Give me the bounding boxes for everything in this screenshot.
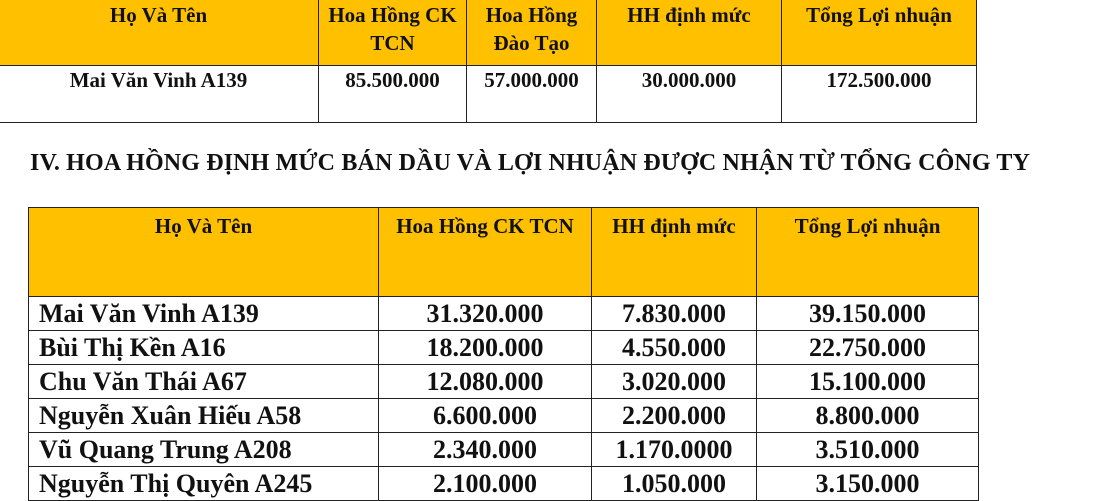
cell-commission-ck-tcn: 31.320.000 xyxy=(379,297,592,331)
col-header-commission-ck-tcn: Hoa Hồng CK TCN xyxy=(379,208,592,297)
cell-total-profit: 15.100.000 xyxy=(757,365,979,399)
cell-name: Bùi Thị Kền A16 xyxy=(29,331,379,365)
cell-commission-ck-tcn: 12.080.000 xyxy=(379,365,592,399)
cell-total-profit: 8.800.000 xyxy=(757,399,979,433)
col-header-commission-ck-tcn: Hoa Hồng CK TCN xyxy=(319,0,467,66)
cell-name: Vũ Quang Trung A208 xyxy=(29,433,379,467)
table-row xyxy=(29,433,979,467)
table-row xyxy=(0,66,977,123)
table-row xyxy=(29,399,979,433)
commission-table-2 xyxy=(28,207,979,501)
cell-total-profit: 3.510.000 xyxy=(757,433,979,467)
cell-name: Chu Văn Thái A67 xyxy=(29,365,379,399)
cell-name: Mai Văn Vinh A139 xyxy=(29,297,379,331)
cell-commission-ck-tcn: 85.500.000 xyxy=(319,66,467,123)
table-row xyxy=(29,297,979,331)
commission-table-1 xyxy=(0,0,977,123)
section-heading: IV. HOA HỒNG ĐỊNH MỨC BÁN DẦU VÀ LỢI NHUẬN ĐƯỢC NHẬN TỪ TỔNG CÔNG TY xyxy=(30,150,1031,176)
col-header-total-profit: Tổng Lợi nhuận xyxy=(757,208,979,297)
col-header-commission-training: Hoa Hồng Đào Tạo xyxy=(467,0,597,66)
cell-quota-commission: 1.050.000 xyxy=(592,467,757,501)
table-row xyxy=(29,467,979,501)
col-header-name: Họ Và Tên xyxy=(29,208,379,297)
table-header-row xyxy=(29,208,979,297)
cell-quota-commission: 2.200.000 xyxy=(592,399,757,433)
cell-name: Nguyễn Xuân Hiếu A58 xyxy=(29,399,379,433)
cell-total-profit: 3.150.000 xyxy=(757,467,979,501)
cell-total-profit: 22.750.000 xyxy=(757,331,979,365)
cell-commission-ck-tcn: 18.200.000 xyxy=(379,331,592,365)
col-header-name: Họ Và Tên xyxy=(0,0,319,66)
cell-quota-commission: 30.000.000 xyxy=(597,66,782,123)
cell-quota-commission: 4.550.000 xyxy=(592,331,757,365)
cell-name: Mai Văn Vinh A139 xyxy=(0,66,319,123)
col-header-quota-commission: HH định mức xyxy=(597,0,782,66)
cell-total-profit: 39.150.000 xyxy=(757,297,979,331)
col-header-quota-commission: HH định mức xyxy=(592,208,757,297)
cell-quota-commission: 3.020.000 xyxy=(592,365,757,399)
table-row xyxy=(29,331,979,365)
cell-commission-training: 57.000.000 xyxy=(467,66,597,123)
table-row xyxy=(29,365,979,399)
cell-commission-ck-tcn: 6.600.000 xyxy=(379,399,592,433)
cell-commission-ck-tcn: 2.100.000 xyxy=(379,467,592,501)
cell-commission-ck-tcn: 2.340.000 xyxy=(379,433,592,467)
cell-quota-commission: 7.830.000 xyxy=(592,297,757,331)
cell-name: Nguyễn Thị Quyên A245 xyxy=(29,467,379,501)
cell-quota-commission: 1.170.0000 xyxy=(592,433,757,467)
table-header-row xyxy=(0,0,977,66)
col-header-total-profit: Tổng Lợi nhuận xyxy=(782,0,977,66)
cell-total-profit: 172.500.000 xyxy=(782,66,977,123)
